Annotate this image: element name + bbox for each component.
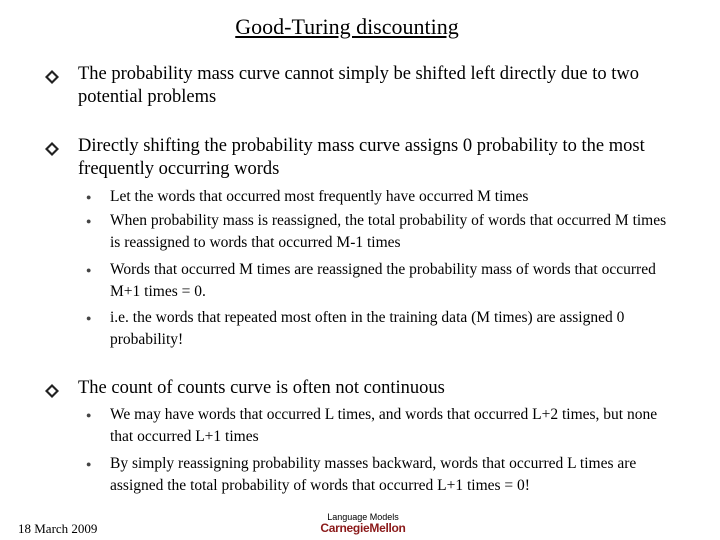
dot-bullet-icon: ● [86,410,92,420]
sub-bullet-most-frequent: Let the words that occurred most frequently have occurred M times [110,188,529,205]
footer-date: 18 March 2009 [18,521,98,536]
bullet-not-continuous: The count of counts curve is often not continuous [78,378,445,398]
logo-caption: Language Models [327,512,399,522]
logo-wordmark: CarnegieMellon [320,521,406,535]
sub-bullet-l-times: We may have words that occurred L times, and words that occurred L+2 times, but none that occurred L+1 times [110,406,658,445]
dot-bullet-icon: ● [86,313,92,323]
bullet-shift-problems: The probability mass curve cannot simply be shifted left directly due to two potential problems [78,64,640,107]
slide-title: Good-Turing discounting [235,14,459,39]
sub-bullet-reassign-backward: By simply reassigning probability masses backward, words that occurred L times are assigned the total probability of words that occurred L+1 times = 0! [110,455,637,494]
sub-bullet-zero-assigned: i.e. the words that repeated most often in the training data (M times) are assigned 0 probability! [110,309,625,348]
diamond-bullet-icon [44,383,62,399]
dot-bullet-icon: ● [86,265,92,275]
sub-bullet-reassigned: When probability mass is reassigned, the total probability of words that occurred M times is reassigned to words that occurred M-1 times [110,212,667,251]
dot-bullet-icon: ● [86,192,92,202]
dot-bullet-icon: ● [86,216,92,226]
cmu-logo [318,512,408,535]
diamond-bullet-icon [44,69,62,85]
sub-bullet-m-plus-one: Words that occurred M times are reassigned the probability mass of words that occurred M+1 times = 0. [110,261,656,300]
diamond-bullet-icon [44,141,62,157]
bullet-zero-probability: Directly shifting the probability mass curve assigns 0 probability to the most frequently occurring words [78,136,645,179]
dot-bullet-icon: ● [86,459,92,469]
